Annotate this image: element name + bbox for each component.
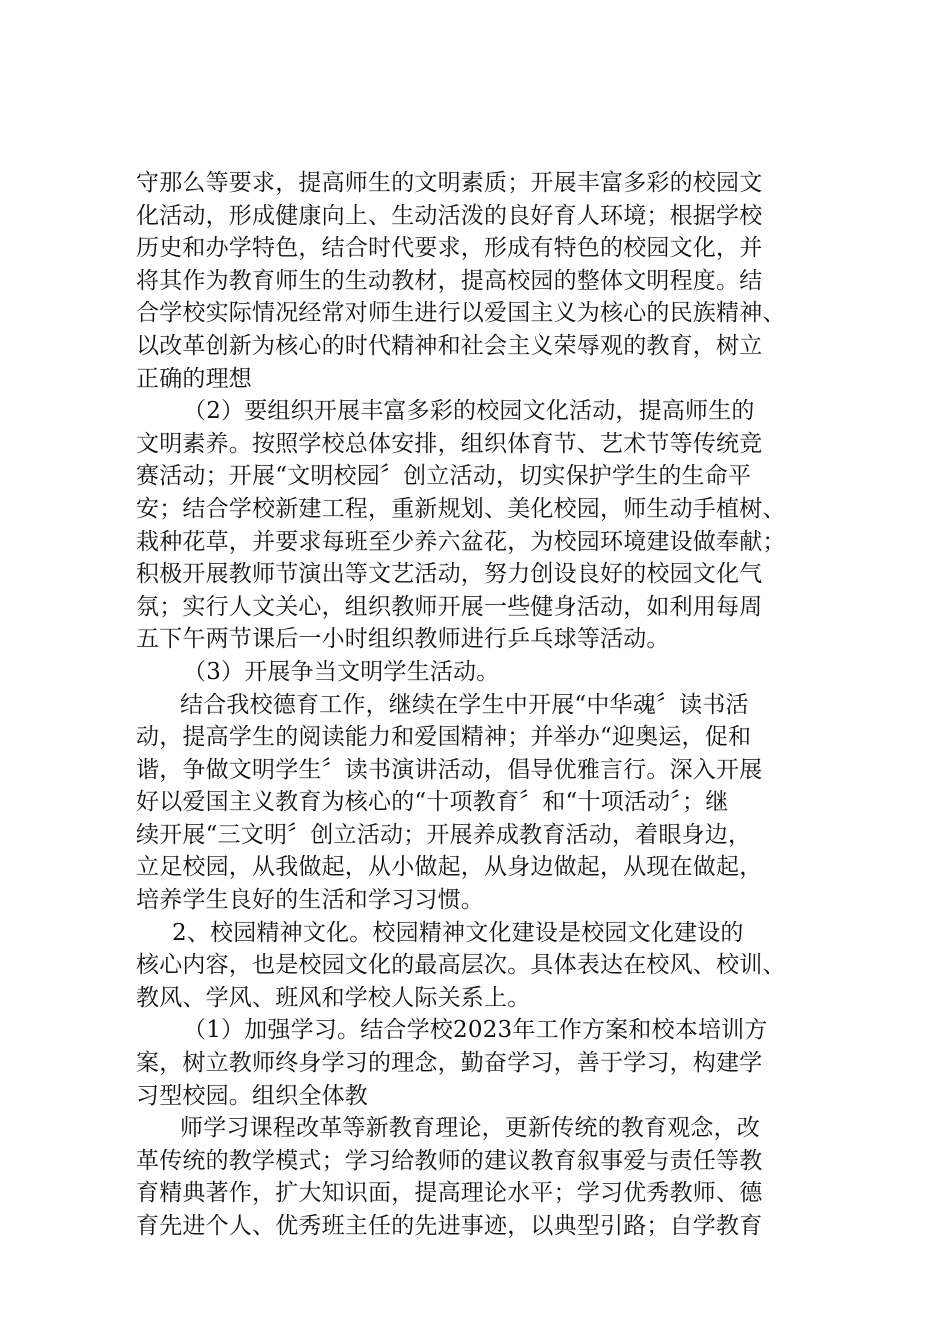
text-line: 安；结合学校新建工程，重新规划、美化校园，师生动手植树、	[136, 495, 786, 522]
text-line: （2）要组织开展丰富多彩的校园文化活动，提高师生的	[183, 398, 755, 425]
text-line: 核心内容，也是校园文化的最高层次。具体表达在校风、校训、	[136, 952, 786, 979]
text-line: 积极开展教师节演出等文艺活动，努力创设良好的校园文化气	[136, 561, 763, 588]
text-line: 氛；实行人文关心，组织教师开展一些健身活动，如利用每周	[136, 593, 763, 620]
text-line: 守那么等要求，提高师生的文明素质；开展丰富多彩的校园文	[136, 170, 763, 196]
text-line: 结合我校德育工作，继续在学生中开展“中华魂〞读书活	[180, 691, 749, 718]
text-line: 以改革创新为核心的时代精神和社会主义荣辱观的教育，树立	[136, 332, 763, 359]
text-line: 栽种花草，并要求每班至少养六盆花，为校园环境建设做奉献；	[136, 528, 786, 555]
text-line: 育精典著作，扩大知识面，提高理论水平；学习优秀教师、德	[136, 1180, 763, 1207]
text-line: 师学习课程改革等新教育理论，更新传统的教育观念，改	[180, 1115, 760, 1142]
text-line: 好以爱国主义教育为核心的“十项教育〞和“十项活动〞；继	[136, 789, 729, 816]
text-line: 赛活动；开展“文明校园〞创立活动，切实保护学生的生命平	[136, 463, 752, 490]
text-line: 化活动，形成健康向上、生动活泼的良好育人环境；根据学校	[136, 202, 763, 229]
text-line: 历史和办学特色，结合时代要求，形成有特色的校园文化，并	[136, 235, 763, 262]
text-line: （3）开展争当文明学生活动。	[183, 658, 500, 685]
text-line: 将其作为教育师生的生动教材，提高校园的整体文明程度。结	[136, 267, 763, 294]
text-line: 续开展“三文明〞创立活动；开展养成教育活动，着眼身边，	[136, 821, 752, 848]
text-line: 谐，争做文明学生〞读书演讲活动，倡导优雅言行。深入开展	[136, 756, 763, 783]
text-line: 合学校实际情况经常对师生进行以爱国主义为核心的民族精神、	[136, 300, 786, 327]
text-line: 正确的理想	[136, 365, 252, 392]
text-line: 2、校园精神文化。校园精神文化建设是校园文化建设的	[172, 919, 744, 946]
text-line: 革传统的教学模式；学习给教师的建议教育叙事爱与责任等教	[136, 1147, 763, 1174]
text-line: 案，树立教师终身学习的理念，勤奋学习，善于学习，构建学	[136, 1050, 763, 1077]
text-line: 动，提高学生的阅读能力和爱国精神；并举办“迎奥运，促和	[136, 724, 752, 751]
text-line: 立足校园，从我做起，从小做起，从身边做起，从现在做起，	[136, 854, 763, 881]
text-line: 育先进个人、优秀班主任的先进事迹，以典型引路；自学教育	[136, 1213, 763, 1239]
text-line: 文明素养。按照学校总体安排，组织体育节、艺术节等传统竞	[136, 430, 763, 457]
text-line: 教风、学风、班风和学校人际关系上。	[136, 984, 531, 1011]
text-line: 五下午两节课后一小时组织教师进行乒乓球等活动。	[136, 626, 670, 653]
text-line: （1）加强学习。结合学校2023年工作方案和校本培训方	[183, 1017, 768, 1044]
text-line: 习型校园。组织全体教	[136, 1082, 368, 1109]
text-line: 培养学生良好的生活和学习习惯。	[136, 887, 484, 914]
document-body	[136, 167, 856, 1243]
